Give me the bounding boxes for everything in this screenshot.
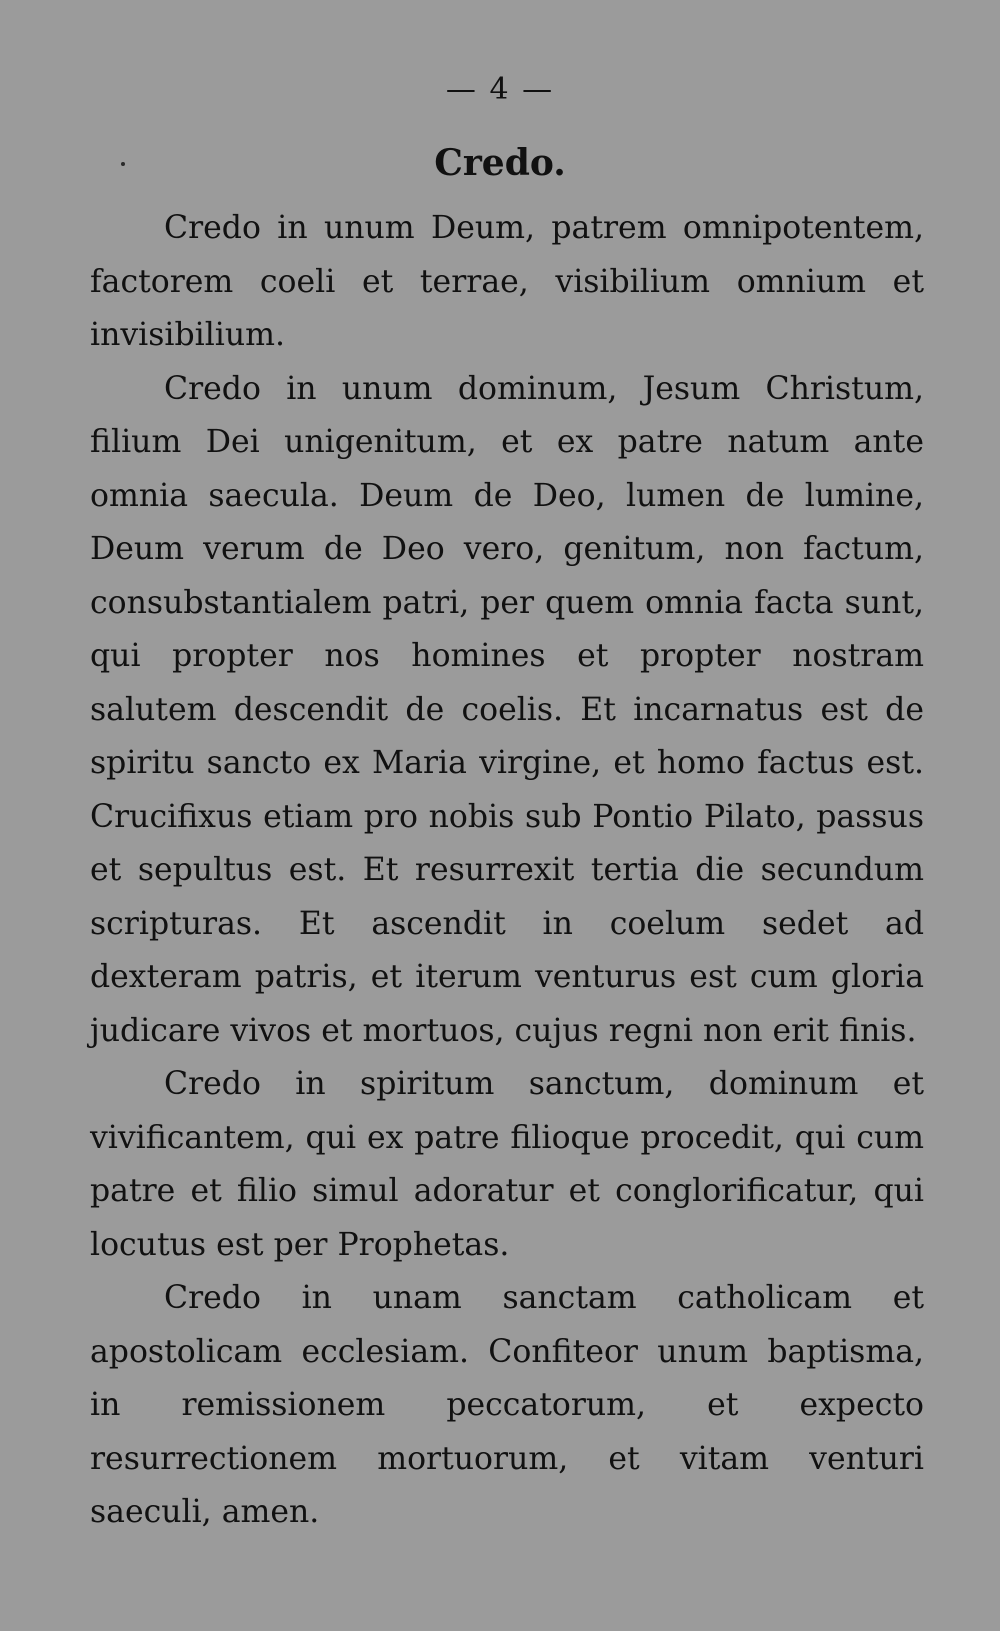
paragraph-2: Credo in unum dominum, Jesum Christum, filium Dei unigenitum, et ex patre natum ante omnia saecula. Deum de Deo, lumen de lumine, Deum verum de Deo vero, genitum, non factum, consubstantialem patri, per quem omnia facta sunt, qui propter nos homines et propter nostram salutem descendit de coelis. Et incarnatus est de spiritu sancto ex Maria virgine, et homo factus est. Crucifixus etiam pro nobis sub Pontio Pilato, passus et sepultus est. Et resurrexit tertia die secundum scripturas. Et ascendit in coelum sedet ad dexteram patris, et iterum venturus est cum gloria judicare vivos et mortuos, cujus regni non erit finis. [90, 370, 924, 1049]
print-speck [121, 162, 125, 166]
creed-text [90, 202, 924, 1540]
paragraph-4: Credo in unam sanctam catholicam et apostolicam ecclesiam. Confiteor unum baptisma, in remissionem peccatorum, et expecto resurrectionem mortuorum, et vitam venturi saeculi, amen. [90, 1280, 924, 1530]
page-number: — 4 — [445, 72, 555, 107]
page-title: Credo. [434, 142, 566, 184]
paragraph-3: Credo in spiritum sanctum, dominum et vivificantem, qui ex patre filioque procedit, qui cum patre et filio simul adoratur et conglorificatur, qui locutus est per Prophetas. [90, 1066, 924, 1263]
paragraph-1: Credo in unum Deum, patrem omnipotentem, factorem coeli et terrae, visibilium omnium et invisibilium. [90, 210, 924, 353]
